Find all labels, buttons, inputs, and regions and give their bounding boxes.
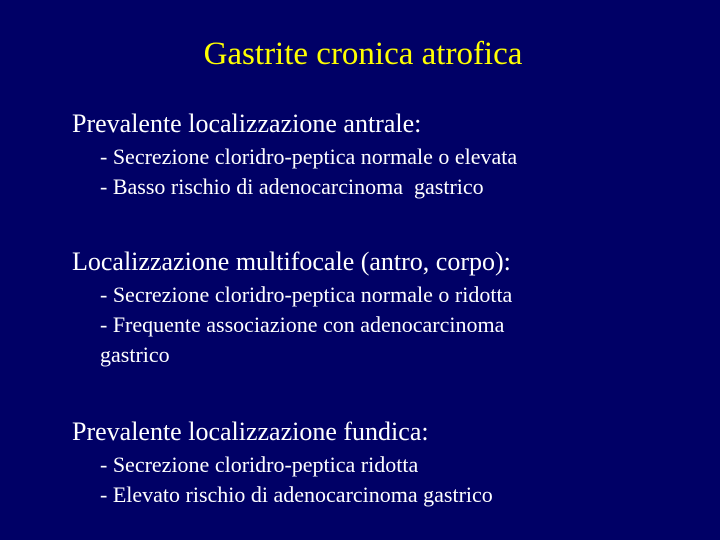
bullet-item: - Elevato rischio di adenocarcinoma gastrico [100,482,493,507]
section-antrale [72,108,517,202]
bullet-item: - Frequente associazione con adenocarcinoma [100,312,505,337]
section-multifocale [72,246,512,370]
bullet-item: - Basso rischio di adenocarcinoma gastrico [100,174,484,199]
bullet-item: - Secrezione cloridro-peptica normale o ridotta [100,282,513,307]
section-heading: Localizzazione multifocale (antro, corpo): [72,247,511,276]
bullet-item: - Secrezione cloridro-peptica normale o elevata [100,144,518,169]
section-items [100,142,517,202]
bullet-item: - Secrezione cloridro-peptica ridotta [100,452,419,477]
section-heading: Prevalente localizzazione antrale: [72,109,422,138]
section-items [100,450,493,510]
section-heading: Prevalente localizzazione fundica: [72,417,429,446]
slide-title: Gastrite cronica atrofica [203,36,523,72]
bullet-item-continuation: gastrico [100,342,170,367]
section-fundica [72,416,493,510]
section-items [100,280,512,370]
